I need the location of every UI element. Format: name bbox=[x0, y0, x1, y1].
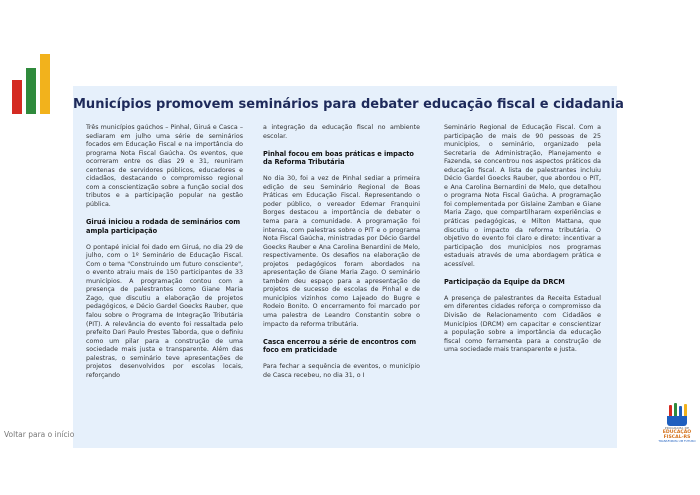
green-bar bbox=[26, 68, 36, 114]
logo-line-4: TRANSFORMA UM FUTURO bbox=[658, 439, 696, 443]
red-bar bbox=[12, 80, 22, 114]
section-heading-girua: Giruá iniciou a rodada de seminários com ampla participação bbox=[86, 218, 241, 235]
article-column-2 bbox=[263, 124, 420, 389]
drcm-paragraph: A presença de palestrantes da Receita Estadual em diferentes cidades reforça o compromisso da Divisão de Relacionamento com Cidadãos e Municípios (DRCM) em capacitar e conscientizar a população sobre a importância da educação fiscal como ferramenta para a construção de uma sociedade mais transparente e justa. bbox=[444, 294, 601, 354]
girua-paragraph: O pontapé inicial foi dado em Giruá, no dia 29 de julho, com o 1º Seminário de Educação Fiscal. Com o tema "Construindo um futuro consciente", o evento atraiu mais de 150 participantes de 33 municípios. A programação contou com a presença de palestrantes como Giane Maria Zago, que discutiu a elaboração de projetos pedagógicos, e Décio Gardel Goecks Rauber, que falou sobre o Programa de Integração Tributária (PIT). A relevância do evento foi ressaltada pelo prefeito Dari Paulo Prestes Taborda, que o definiu como um pilar para a construção de uma sociedade mais justa e transparente. Além das palestras, o seminário teve apresentações de projetos desenvolvidos por escolas locais, reforçando bbox=[86, 243, 243, 379]
section-heading-casca: Casca encerrou a série de encontros com foco em praticidade bbox=[263, 337, 417, 355]
intro-paragraph: Três municípios gaúchos – Pinhal, Giruá e Casca – sediaram em julho uma série de seminários focados em Educação Fiscal e na importância do programa Nota Fiscal Gaúcha. Os eventos, que ocorreram entre os dias 29 e 31, reuniram centenas de servidores públicos, educadores e cidadãos, destacando o compromisso regional com a conscientização sobre a função social dos tributos e a participação popular na gestão pública. bbox=[86, 124, 243, 208]
girua-paragraph-continued: a integração da educação fiscal no ambiente escolar. bbox=[263, 124, 420, 140]
pinhal-paragraph: No dia 30, foi a vez de Pinhal sediar a primeira edição de seu Seminário Regional de Boas Práticas em Educação Fiscal. Representando o poder público, o vereador Edemar Franquini Borges destacou a importância de debater o tema para a comunidade. A programação foi intensa, com palestras sobre o PIT e o programa Nota Fiscal Gaúcha, ministradas por Décio Gardel Goecks Rauber e Ana Carolina Benardini de Melo, respectivamente. Os desafios na elaboração de projetos pedagógicos foram abordados na apresentação de Giane Maria Zago. O seminário também deu espaço para a apresentação de projetos de sucesso de escolas de Pinhal e de municípios vizinhos como Lajeado do Bugre e Rodeio Bonito. O encerramento foi marcado por uma palestra de Leandro Constantin sobre o impacto da reforma tributária. bbox=[263, 175, 420, 328]
casca-paragraph-continued: Seminário Regional de Educação Fiscal. Com a participação de mais de 90 pessoas de 25 municípios, o seminário, organizado pela Secretaria de Administração, Planejamento e Fazenda, se concentrou nos aspectos práticos da educação fiscal. A lista de palestrantes incluiu Décio Gardel Goecks Rauber, que abordou o PIT, e Ana Carolina Bernardini de Melo, que detalhou o programa Nota Fiscal Gaúcha. A programação foi complementada por Gislaine Zamban e Giane Maria Zago, que compartilharam experiências e práticas pedagógicas, e Milton Mattana, que discutiu o impacto da reforma tributária. O objetivo do evento foi claro e direto: incentivar a participação dos municípios nos programas estaduais através de uma abordagem prática e acessível. bbox=[444, 124, 601, 268]
section-heading-pinhal: Pinhal focou em boas práticas e impacto da Reforma Tributária bbox=[263, 149, 414, 167]
article-column-1 bbox=[86, 124, 243, 389]
article-title: Municípios promovem seminários para debater educação fiscal e cidadania bbox=[73, 97, 624, 112]
back-to-start-link[interactable]: Voltar para o início bbox=[4, 430, 75, 439]
logo-line-1: PROGRAMA DE bbox=[664, 426, 690, 430]
yellow-bar bbox=[40, 54, 50, 114]
program-logo bbox=[658, 404, 696, 444]
decorative-bars bbox=[12, 50, 56, 114]
logo-line-2: EDUCAÇÃO bbox=[662, 430, 692, 435]
logo-line-3: FISCAL-RS bbox=[663, 435, 691, 440]
casca-paragraph: Para fechar a sequência de eventos, o município de Casca recebeu, no dia 31, o I bbox=[263, 363, 420, 379]
article-column-3 bbox=[444, 124, 601, 363]
section-heading-drcm: Participação da Equipe da DRCM bbox=[444, 277, 565, 286]
pencil-cup-icon bbox=[665, 404, 689, 426]
